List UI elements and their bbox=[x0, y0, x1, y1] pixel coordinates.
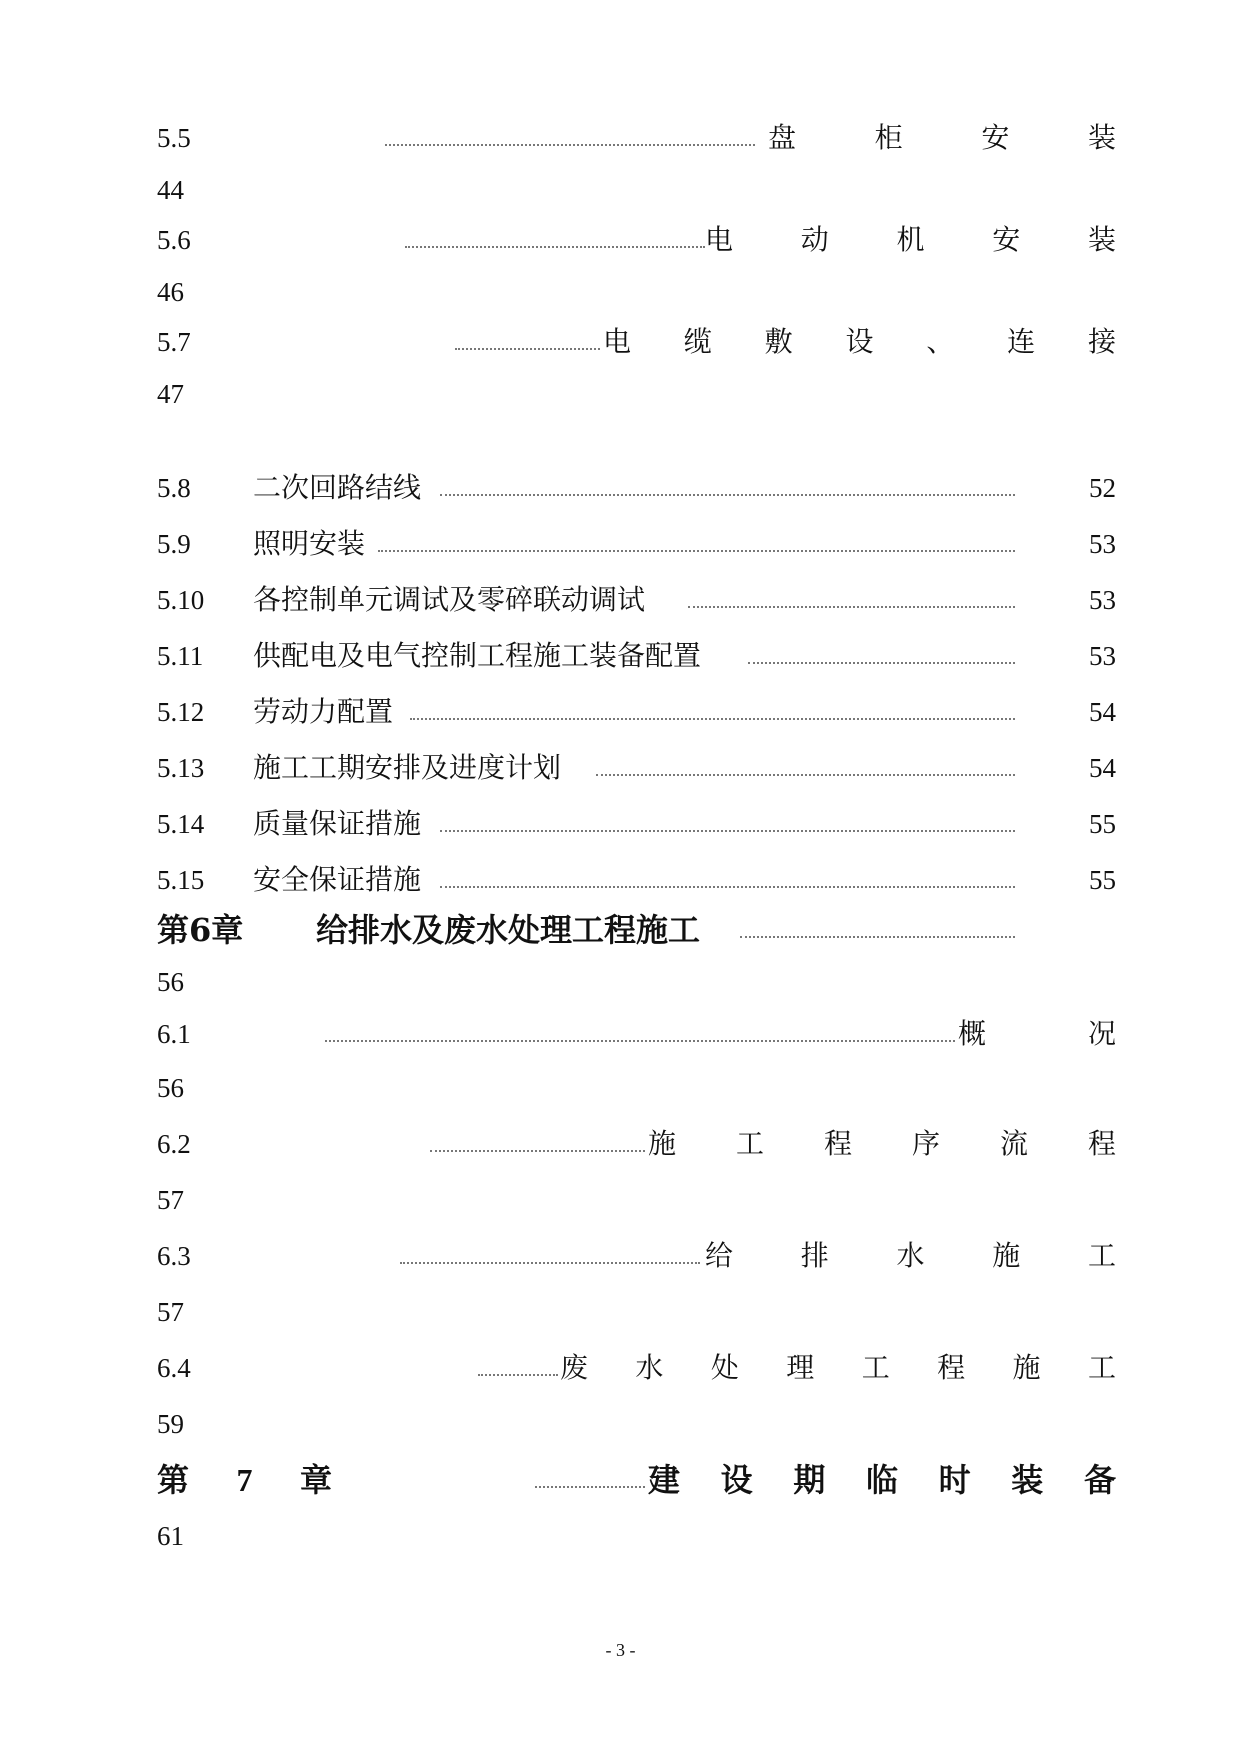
leader-dots bbox=[535, 1486, 645, 1488]
entry-number: 6.2 bbox=[157, 1129, 191, 1159]
chapter-number: 第 7 章 bbox=[157, 1461, 332, 1499]
entry-page: 52 bbox=[1089, 473, 1116, 503]
entry-title: 劳动力配置 bbox=[253, 695, 394, 728]
entry-title: 供配电及电气控制工程施工装备配置 bbox=[253, 639, 702, 672]
entry-title: 电 缆 敷 设 、 连 接 bbox=[603, 325, 1116, 358]
leader-dots bbox=[410, 718, 1015, 720]
entry-title: 各控制单元调试及零碎联动调试 bbox=[253, 583, 646, 616]
entry-page: 44 bbox=[157, 175, 184, 205]
entry-title: 二次回路结线 bbox=[253, 471, 422, 504]
entry-title: 盘 柜 安 装 bbox=[768, 121, 1116, 154]
entry-page: 54 bbox=[1089, 753, 1116, 783]
toc-entry-5-8[interactable] bbox=[0, 468, 1241, 508]
entry-number: 5.14 bbox=[157, 809, 205, 839]
entry-page: 54 bbox=[1089, 697, 1116, 727]
entry-page: 55 bbox=[1089, 809, 1116, 839]
toc-entry-6-1[interactable] bbox=[0, 1014, 1241, 1054]
leader-dots bbox=[440, 830, 1015, 832]
entry-number: 5.8 bbox=[157, 473, 191, 503]
entry-page: 47 bbox=[157, 379, 184, 409]
leader-dots bbox=[748, 662, 1015, 664]
toc-page-line bbox=[0, 272, 1241, 312]
toc-page-line bbox=[0, 1516, 1241, 1556]
entry-title: 废 水 处 理 工 程 施 工 bbox=[560, 1351, 1116, 1384]
chapter-title: 给排水及废水处理工程施工 bbox=[316, 911, 701, 949]
toc-page-line bbox=[0, 170, 1241, 210]
entry-page: 61 bbox=[157, 1521, 184, 1551]
leader-dots bbox=[400, 1262, 700, 1264]
entry-number: 5.7 bbox=[157, 327, 191, 357]
toc-chapter-7[interactable] bbox=[0, 1460, 1241, 1500]
entry-number: 5.12 bbox=[157, 697, 205, 727]
toc-entry-5-10[interactable] bbox=[0, 580, 1241, 620]
leader-dots bbox=[325, 1040, 955, 1042]
toc-entry-5-5[interactable] bbox=[0, 118, 1241, 158]
leader-dots bbox=[385, 144, 755, 146]
entry-number: 6.1 bbox=[157, 1019, 191, 1049]
entry-number: 6.4 bbox=[157, 1353, 191, 1383]
toc-entry-6-2[interactable] bbox=[0, 1124, 1241, 1164]
leader-dots bbox=[455, 348, 600, 350]
toc-chapter-6[interactable] bbox=[0, 910, 1241, 950]
leader-dots bbox=[440, 494, 1015, 496]
leader-dots bbox=[478, 1374, 558, 1376]
entry-page: 53 bbox=[1089, 529, 1116, 559]
entry-title: 给 排 水 施 工 bbox=[705, 1239, 1116, 1272]
entry-page: 53 bbox=[1089, 641, 1116, 671]
chapter-title: 建 设 期 临 时 装 备 bbox=[648, 1461, 1116, 1499]
entry-number: 5.10 bbox=[157, 585, 205, 615]
entry-page: 57 bbox=[157, 1185, 184, 1215]
leader-dots bbox=[688, 606, 1015, 608]
entry-page: 55 bbox=[1089, 865, 1116, 895]
chapter-number: 第6章 bbox=[157, 911, 244, 949]
toc-entry-6-3[interactable] bbox=[0, 1236, 1241, 1276]
toc-page-line bbox=[0, 1404, 1241, 1444]
page-footer: - 3 - bbox=[605, 1640, 636, 1660]
toc-page-line bbox=[0, 1292, 1241, 1332]
entry-number: 5.6 bbox=[157, 225, 191, 255]
leader-dots bbox=[596, 774, 1015, 776]
toc-entry-5-9[interactable] bbox=[0, 524, 1241, 564]
leader-dots bbox=[430, 1150, 645, 1152]
toc-page-line bbox=[0, 374, 1241, 414]
entry-title: 概 况 bbox=[958, 1017, 1116, 1050]
entry-number: 6.3 bbox=[157, 1241, 191, 1271]
entry-page: 57 bbox=[157, 1297, 184, 1327]
entry-title: 安全保证措施 bbox=[253, 863, 422, 896]
leader-dots bbox=[440, 886, 1015, 888]
toc-entry-5-13[interactable] bbox=[0, 748, 1241, 788]
entry-page: 59 bbox=[157, 1409, 184, 1439]
leader-dots bbox=[405, 246, 705, 248]
toc-entry-5-7[interactable] bbox=[0, 322, 1241, 362]
toc-page-line bbox=[0, 1068, 1241, 1108]
toc-page-line bbox=[0, 1180, 1241, 1220]
entry-number: 5.11 bbox=[157, 641, 204, 671]
leader-dots bbox=[740, 936, 1015, 938]
entry-title: 质量保证措施 bbox=[253, 807, 422, 840]
entry-page: 56 bbox=[157, 967, 184, 997]
entry-title: 施工工期安排及进度计划 bbox=[253, 751, 562, 784]
entry-number: 5.13 bbox=[157, 753, 205, 783]
entry-page: 53 bbox=[1089, 585, 1116, 615]
entry-title: 照明安装 bbox=[253, 527, 366, 560]
toc-entry-6-4[interactable] bbox=[0, 1348, 1241, 1388]
toc-entry-5-14[interactable] bbox=[0, 804, 1241, 844]
toc-entry-5-11[interactable] bbox=[0, 636, 1241, 676]
toc-entry-5-12[interactable] bbox=[0, 692, 1241, 732]
toc-entry-5-15[interactable] bbox=[0, 860, 1241, 900]
entry-number: 5.9 bbox=[157, 529, 191, 559]
entry-page: 46 bbox=[157, 277, 184, 307]
entry-number: 5.15 bbox=[157, 865, 205, 895]
entry-page: 56 bbox=[157, 1073, 184, 1103]
leader-dots bbox=[378, 550, 1015, 552]
entry-number: 5.5 bbox=[157, 123, 191, 153]
entry-title: 施 工 程 序 流 程 bbox=[648, 1127, 1116, 1160]
toc-entry-5-6[interactable] bbox=[0, 220, 1241, 260]
toc-page-line bbox=[0, 962, 1241, 1002]
entry-title: 电 动 机 安 装 bbox=[705, 223, 1116, 256]
